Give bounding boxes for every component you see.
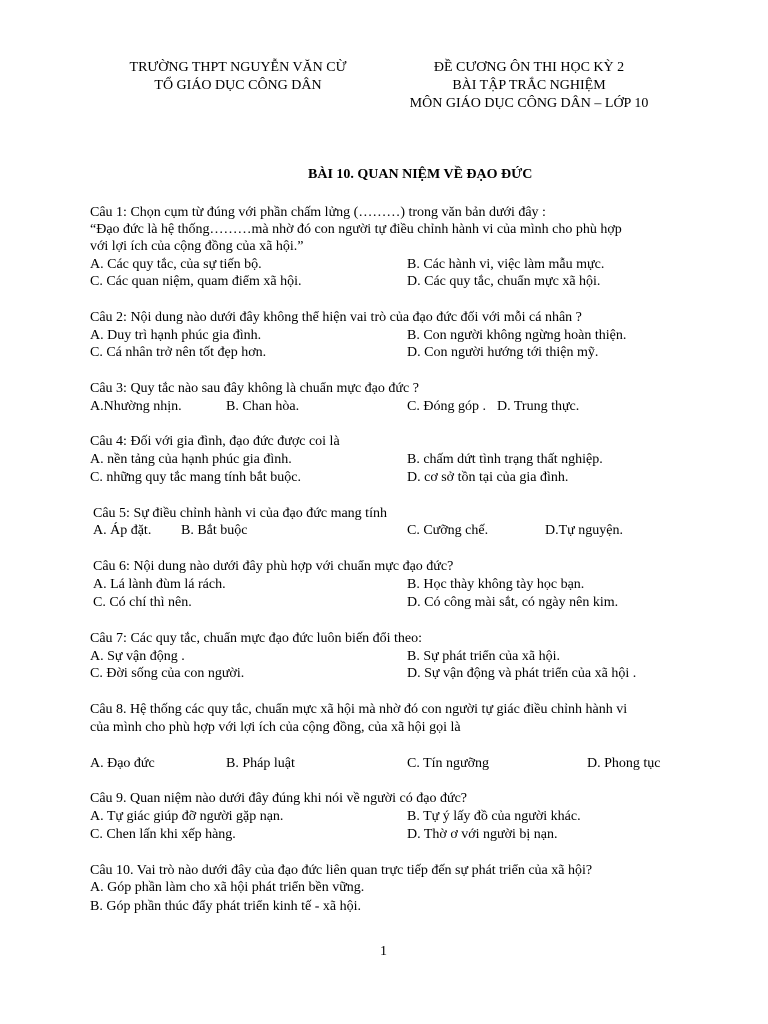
question-10-option-b: B. Góp phần thúc đẩy phát triển kinh tế - xã hội.: [90, 899, 361, 914]
question-1-option-a: A. Các quy tắc, của sự tiến bộ.: [90, 257, 262, 272]
question-7-text: Câu 7: Các quy tắc, chuẩn mực đạo đức luôn biến đổi theo:: [90, 631, 423, 646]
question-8-text: của mình cho phù hợp với lợi ích của cộng đồng, của xã hội gọi là: [90, 720, 461, 735]
question-8-option-b: B. Pháp luật: [226, 756, 295, 771]
question-9-option-c: C. Chen lấn khi xếp hàng.: [90, 827, 236, 842]
question-6-option-b: B. Học thày không tày học bạn.: [407, 577, 585, 592]
question-4-option-d: D. cơ sở tồn tại của gia đình.: [407, 470, 569, 485]
question-9-text: Câu 9. Quan niệm nào dưới đây đúng khi nói về người có đạo đức?: [90, 791, 467, 806]
question-4-text: Câu 4: Đối với gia đình, đạo đức được coi là: [90, 434, 340, 449]
question-6-text: Câu 6: Nội dung nào dưới đây phù hợp với chuẩn mực đạo đức?: [93, 559, 454, 574]
question-10-option-a: A. Góp phần làm cho xã hội phát triển bền vững.: [90, 880, 365, 895]
question-8-option-c: C. Tín ngưỡng: [407, 756, 490, 771]
question-2-option-c: C. Cá nhân trở nên tốt đẹp hơn.: [90, 345, 267, 360]
exercise-type: BÀI TẬP TRẮC NGHIỆM: [452, 78, 606, 93]
question-9-option-b: B. Tự ý lấy đồ của người khác.: [407, 809, 581, 824]
question-8-option-d: D. Phong tục: [587, 756, 661, 771]
question-6-option-c: C. Có chí thì nên.: [93, 595, 192, 610]
question-3-text: Câu 3: Quy tắc nào sau đây không là chuẩn mực đạo đức ?: [90, 381, 419, 396]
question-3-option-c: C. Đóng góp .: [407, 399, 486, 414]
question-2-option-a: A. Duy trì hạnh phúc gia đình.: [90, 328, 262, 343]
lesson-title: BÀI 10. QUAN NIỆM VỀ ĐẠO ĐỨC: [308, 167, 533, 182]
question-10-text: Câu 10. Vai trò nào dưới đây của đạo đức liên quan trực tiếp đến sự phát triển của xã hội?: [90, 863, 593, 878]
question-4-option-a: A. nền tảng của hạnh phúc gia đình.: [90, 452, 292, 467]
question-9-option-a: A. Tự giác giúp đỡ người gặp nạn.: [90, 809, 284, 824]
question-6-option-d: D. Có công mài sắt, có ngày nên kim.: [407, 595, 619, 610]
question-7-option-c: C. Đời sống của con người.: [90, 666, 245, 681]
question-2-option-b: B. Con người không ngừng hoàn thiện.: [407, 328, 627, 343]
question-5-option-d: D.Tự nguyện.: [545, 523, 623, 538]
question-4-option-b: B. chấm dứt tình trạng thất nghiệp.: [407, 452, 603, 467]
question-3-option-b: B. Chan hòa.: [226, 399, 300, 414]
outline-title: ĐỀ CƯƠNG ÔN THI HỌC KỲ 2: [433, 60, 625, 75]
question-4-option-c: C. những quy tắc mang tính bắt buộc.: [90, 470, 301, 485]
question-9-option-d: D. Thờ ơ với người bị nạn.: [407, 827, 558, 842]
question-7-option-a: A. Sự vận động .: [90, 649, 185, 664]
question-3-option-d: D. Trung thực.: [497, 399, 580, 414]
question-3-option-a: A.Nhường nhịn.: [90, 399, 182, 414]
question-5-option-c: C. Cưỡng chế.: [407, 523, 489, 538]
question-5-option-a: A. Áp đặt.: [93, 523, 152, 538]
question-2-text: Câu 2: Nội dung nào dưới đây không thể hiện vai trò của đạo đức đối với mỗi cá nhân ?: [90, 310, 582, 325]
question-7-option-b: B. Sự phát triển của xã hội.: [407, 649, 561, 664]
question-1-text: “Đạo đức là hệ thống………mà nhờ đó con người tự điều chỉnh hành vi của mình cho phù hợp: [90, 222, 622, 237]
subject-grade: MÔN GIÁO DỤC CÔNG DÂN – LỚP 10: [409, 96, 649, 111]
question-1-option-b: B. Các hành vi, việc làm mẫu mực.: [407, 257, 605, 272]
question-8-text: Câu 8. Hệ thống các quy tắc, chuẩn mực xã hội mà nhờ đó con người tự giác điều chỉnh hành vi: [90, 702, 628, 717]
question-7-option-d: D. Sự vận động và phát triển của xã hội .: [407, 666, 637, 681]
question-1-text: Câu 1: Chọn cụm từ đúng với phần chấm lửng (………) trong văn bản dưới đây :: [90, 205, 546, 220]
question-1-option-d: D. Các quy tắc, chuẩn mực xã hội.: [407, 274, 601, 289]
question-2-option-d: D. Con người hướng tới thiện mỹ.: [407, 345, 599, 360]
question-8-option-a: A. Đạo đức: [90, 756, 155, 771]
question-1-option-c: C. Các quan niệm, quam điểm xã hội.: [90, 274, 302, 289]
question-5-option-b: B. Bắt buộc: [181, 523, 248, 538]
question-6-option-a: A. Lá lành đùm lá rách.: [93, 577, 226, 592]
page-number: 1: [380, 944, 387, 959]
question-1-text: với lợi ích của cộng đồng của xã hội.”: [90, 239, 304, 254]
department-name: TỔ GIÁO DỤC CÔNG DÂN: [154, 78, 322, 93]
question-5-text: Câu 5: Sự điều chỉnh hành vi của đạo đức mang tính: [93, 506, 387, 521]
school-name: TRƯỜNG THPT NGUYỄN VĂN CỪ: [129, 60, 347, 75]
